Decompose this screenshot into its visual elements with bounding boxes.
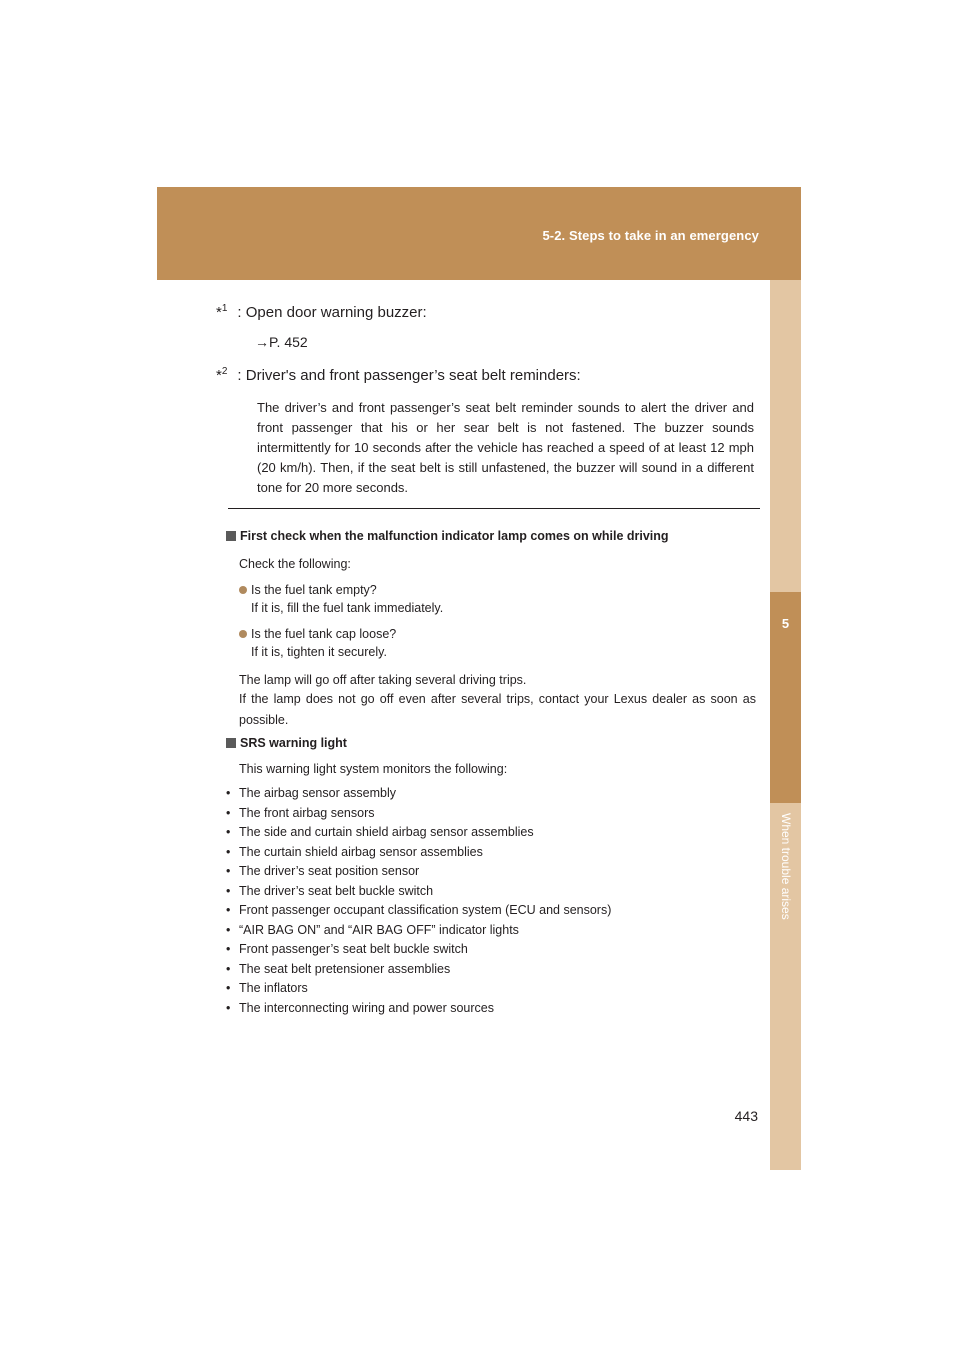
list-item: • The inflators	[226, 981, 308, 995]
check-answer: If it is, fill the fuel tank immediately.	[251, 601, 444, 615]
first-check-section	[226, 527, 756, 731]
round-bullet-icon	[239, 630, 247, 638]
footnote-marker: *	[216, 367, 222, 384]
list-item: • Front passenger occupant classification system (ECU and sensors)	[226, 903, 612, 917]
chapter-number: 5	[781, 616, 790, 631]
check-item	[226, 581, 756, 617]
list-item: • The front airbag sensors	[226, 805, 375, 820]
list-item: • The airbag sensor assembly	[226, 786, 397, 800]
page-reference: →P. 452	[255, 334, 308, 350]
srs-item-list	[226, 784, 756, 1018]
intro-text: Check the following:	[239, 557, 351, 571]
chapter-title: When trouble arises	[779, 813, 793, 920]
check-question: Is the fuel tank empty?	[251, 583, 377, 597]
chapter-tab	[770, 592, 801, 803]
list-item: • “AIR BAG ON” and “AIR BAG OFF” indicator lights	[226, 922, 519, 937]
check-question: Is the fuel tank cap loose?	[251, 627, 397, 641]
section-title: 5-2. Steps to take in an emergency	[542, 228, 759, 243]
square-bullet-icon	[226, 531, 236, 541]
header-band	[157, 187, 801, 280]
footnote-body: The driver’s and front passenger’s seat belt reminder sounds to alert the driver and front passenger that his or her sear belt is not fastened. The buzzer sounds intermittently for 10 seconds after the vehicle has reached a speed of at least 12 mph (20 km/h). Then, if the seat belt is still unfastened, the buzzer will sound in a different tone for 20 more seconds.	[257, 400, 754, 495]
footnote-label: : Driver's and front passenger’s seat belt reminders:	[237, 367, 581, 384]
check-item	[226, 625, 756, 661]
check-answer: If it is, tighten it securely.	[251, 645, 387, 659]
note-text: If the lamp does not go off even after several trips, contact your Lexus dealer as soon as possible.	[239, 692, 756, 727]
footnote-superscript: 2	[221, 366, 228, 377]
list-item: • The side and curtain shield airbag sensor assemblies	[226, 825, 534, 839]
footnote-2	[216, 366, 581, 388]
section-heading: SRS warning light	[226, 734, 756, 752]
footnote-label: : Open door warning buzzer:	[237, 304, 427, 321]
footnote-1	[216, 303, 427, 325]
round-bullet-icon	[239, 586, 247, 594]
footnote-marker: *	[216, 304, 222, 321]
intro-text: This warning light system monitors the following:	[239, 762, 508, 776]
page-number: 443	[734, 1108, 758, 1124]
srs-section	[226, 734, 756, 1018]
list-item: • Front passenger’s seat belt buckle switch	[226, 942, 468, 956]
list-item: • The interconnecting wiring and power sources	[226, 1000, 494, 1015]
list-item: • The curtain shield airbag sensor assemblies	[226, 844, 483, 859]
list-item: • The seat belt pretensioner assemblies	[226, 961, 451, 976]
square-bullet-icon	[226, 738, 236, 748]
divider	[228, 508, 760, 509]
list-item: • The driver’s seat position sensor	[226, 864, 420, 878]
section-heading: First check when the malfunction indicator lamp comes on while driving	[226, 527, 756, 545]
note-text: The lamp will go off after taking several driving trips.	[239, 673, 527, 687]
list-item: • The driver’s seat belt buckle switch	[226, 883, 434, 898]
footnote-superscript: 1	[221, 303, 228, 314]
